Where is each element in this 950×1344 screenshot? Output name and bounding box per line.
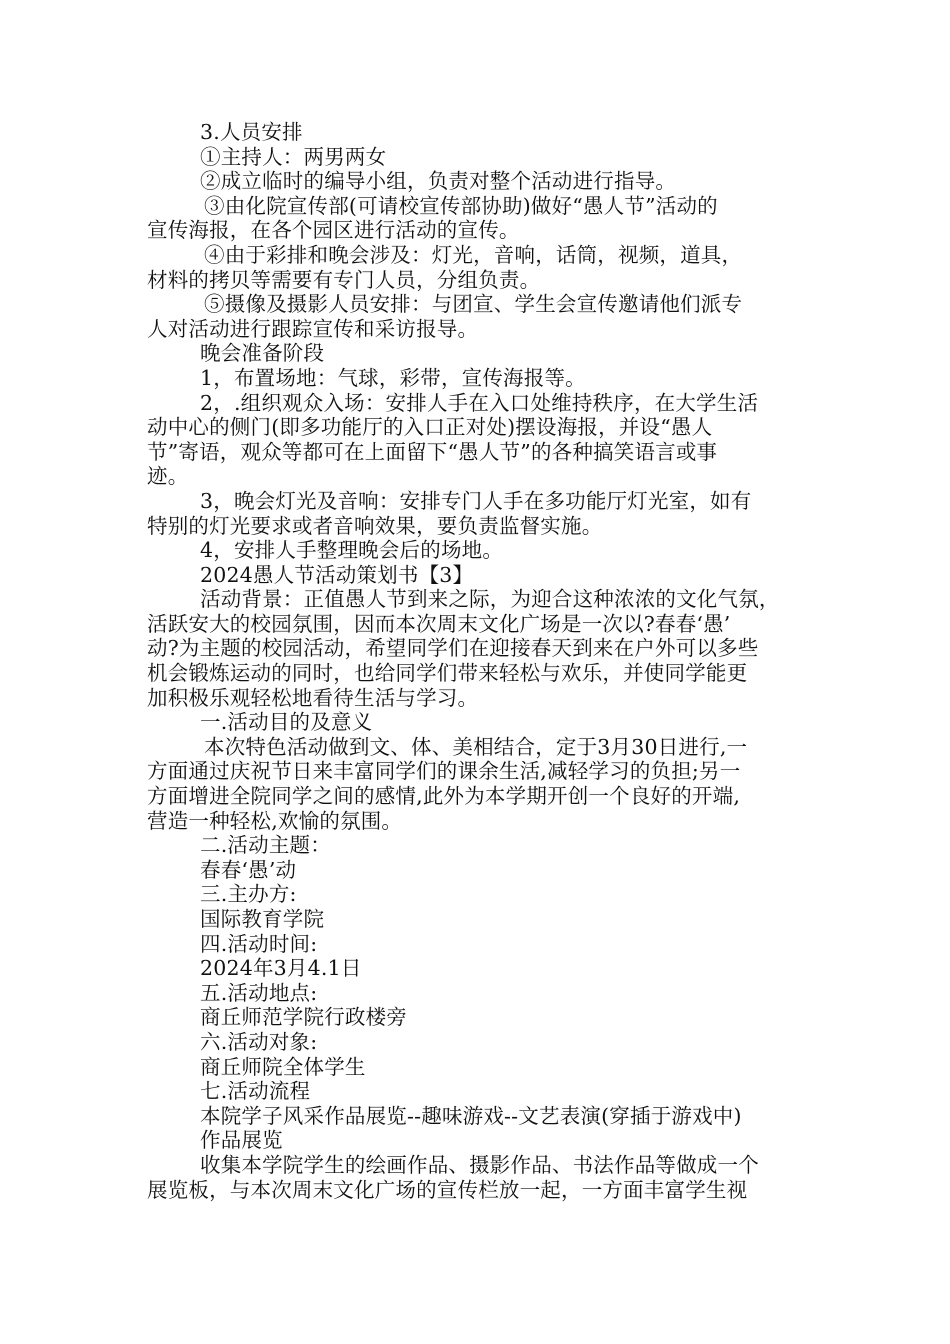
text-line: ③由化院宣传部(可请校宣传部协助)做好“愚人节”活动的 [204,193,718,218]
text-line: ②成立临时的编导小组，负责对整个活动进行指导。 [200,169,677,194]
text-line: 机会锻炼运动的同时，也给同学们带来轻松与欢乐，并使同学能更 [147,661,748,686]
text-line: 收集本学院学生的绘画作品、摄影作品、书法作品等做成一个 [200,1152,759,1177]
text-line: 活动背景：正值愚人节到来之际，为迎合这种浓浓的文化气氛， [200,587,780,612]
text-line: 晚会准备阶段 [200,341,325,366]
text-line: 1，布置场地：气球，彩带，宣传海报等。 [200,365,586,390]
text-line: 五.活动地点: [200,980,318,1005]
text-line: 本院学子风采作品展览--趣味游戏--文艺表演(穿插于游戏中) [200,1103,742,1128]
text-line: 迹。 [147,464,189,489]
text-line: ④由于彩排和晚会涉及：灯光，音响，话筒，视频，道具， [204,242,743,267]
text-line: 2024愚人节活动策划书【3】 [200,562,474,587]
text-line: 材料的拷贝等需要有专门人员，分组负责。 [147,267,541,292]
text-line: 六.活动对象: [200,1029,318,1054]
text-line: 2，.组织观众入场：安排人手在入口处维持秩序，在大学生活 [200,390,759,415]
text-line: 三.主办方: [200,882,297,907]
text-line: 营造一种轻松,欢愉的氛围。 [147,808,403,833]
text-line: 商丘师范学院行政楼旁 [200,1005,407,1030]
text-line: 四.活动时间: [200,931,318,956]
text-line: 动?为主题的校园活动，希望同学们在迎接春天到来在户外可以多些 [147,636,759,661]
text-line: 国际教育学院 [200,907,325,931]
text-line: 加积极乐观轻松地看待生活与学习。 [147,685,479,710]
text-line: ⑤摄像及摄影人员安排：与团宣、学生会宣传邀请他们派专 [204,292,743,317]
text-line: 展览板，与本次周末文化广场的宣传栏放一起，一方面丰富学生视 [147,1177,748,1202]
text-line: 商丘师院全体学生 [200,1054,366,1079]
text-line: 方面增进全院同学之间的感情,此外为本学期开创一个良好的开端, [147,784,741,809]
text-line: 3，晚会灯光及音响：安排专门人手在多功能厅灯光室，如有 [200,488,752,513]
text-line: 宣传海报，在各个园区进行活动的宣传。 [147,218,520,243]
text-line: 活跃安大的校园氛围，因而本次周末文化广场是一次以?春春‘愚’ [147,611,731,636]
text-line: 人对活动进行跟踪宣传和采访报导。 [147,316,479,341]
text-line: 本次特色活动做到文、体、美相结合，定于3月30日进行,一 [204,734,748,759]
text-line: 二.活动主题： [200,833,331,858]
text-line: 3.人员安排 [200,120,303,144]
text-line: 特别的灯光要求或者音响效果，要负责监督实施。 [147,513,603,538]
text-line: 节”寄语，观众等都可在上面留下“愚人节”的各种搞笑语言或事 [147,439,718,464]
text-line: 作品展览 [200,1128,283,1153]
text-line: 动中心的侧门(即多功能厅的入口正对处)摆设海报，并设“愚人 [147,415,713,440]
text-line: ①主持人：两男两女 [200,144,387,169]
text-line: 2024年3月4.1日 [200,956,362,981]
text-line: 一.活动目的及意义 [200,710,373,735]
text-line: 七.活动流程 [200,1079,311,1104]
text-line: 春春‘愚’动 [200,857,297,882]
text-line: 方面通过庆祝节日来丰富同学们的课余生活,减轻学习的负担;另一 [147,759,741,784]
text-line: 4，安排人手整理晚会后的场地。 [200,538,504,563]
